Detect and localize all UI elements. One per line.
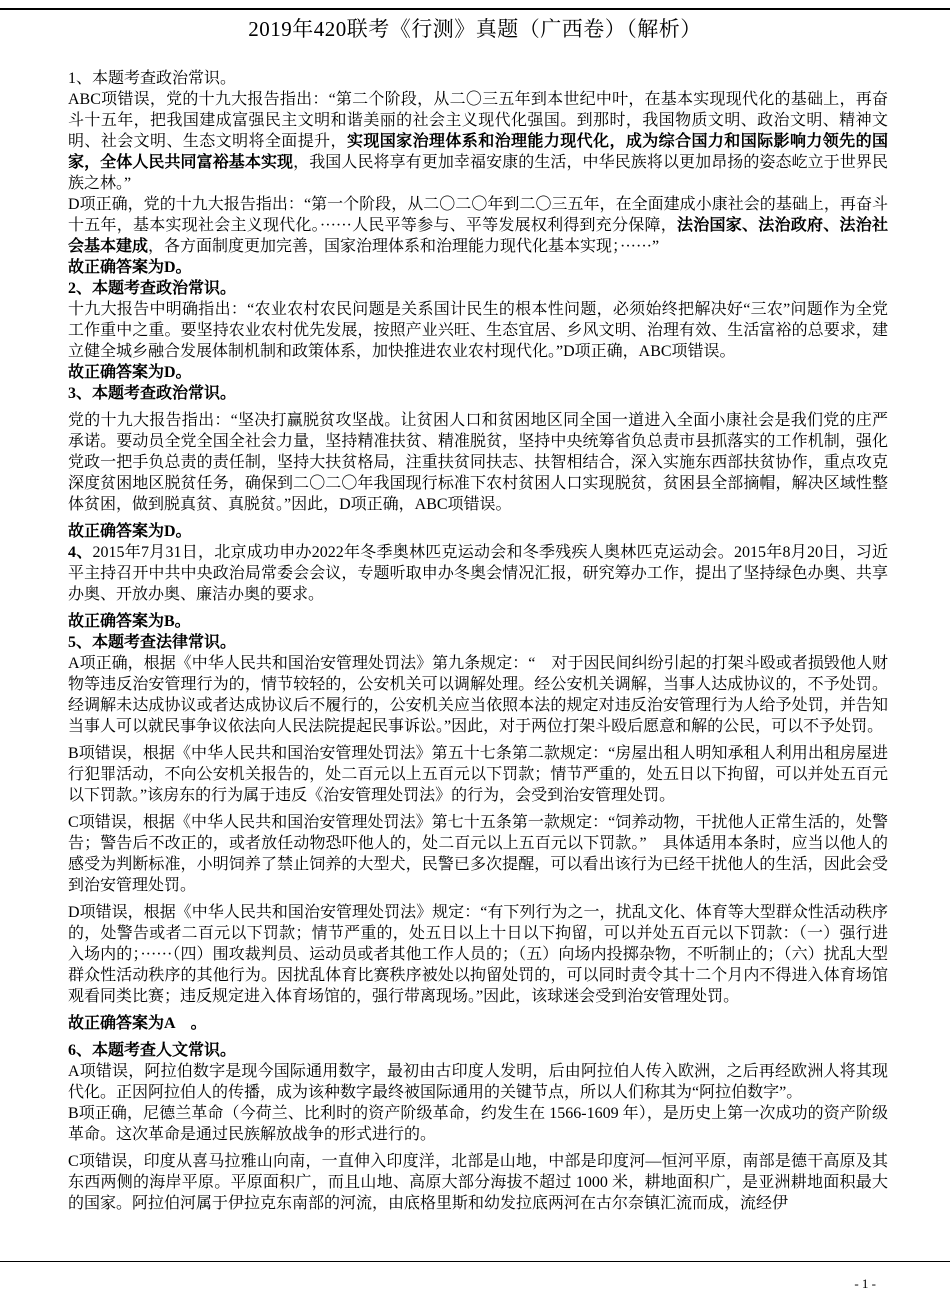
text-run: A项错误，阿拉伯数字是现今国际通用数字，最初由古印度人发明，后由阿拉伯人传入欧洲，之后再经欧洲人将其现代化。正因阿拉伯人的传播，成为该种数字最终被国际通用的关键节点，所以人们称其为“阿拉伯数字”。: [68, 1063, 888, 1101]
text-run: B项正确，尼德兰革命（今荷兰、比利时的资产阶级革命，约发生在 1566-1609 年），是历史上第一次成功的资产阶级革命。这次革命是通过民族解放战争的形式进行的。: [68, 1105, 888, 1143]
emphasis-text-run: 4、: [68, 544, 93, 561]
paragraph: [68, 362, 888, 383]
emphasis-text-run: 5、本题考查法律常识。: [68, 634, 237, 651]
page-number: - 1 -: [854, 1276, 876, 1291]
paragraph: [68, 410, 888, 515]
document-title: 2019年420联考《行测》真题（广西卷）（解析）: [248, 17, 702, 41]
emphasis-text-run: 故正确答案为D。: [68, 523, 192, 540]
text-run: ABC项错误，党的十九大报告指出：“第二个阶段，从二〇三五年到本世纪中叶，在基本实现现代化的基础上，再奋斗十五年，把我国建成富强民主文明和谐美丽的社会主义现代化强国。到那时，我国物质文明、政治文明、精神文明、社会文明、生态文明将全面提升，: [68, 91, 888, 150]
emphasis-text-run: 2、本题考查政治常识。: [68, 280, 237, 297]
paragraph: [68, 1151, 888, 1214]
emphasis-text-run: 6、本题考查人文常识。: [68, 1042, 237, 1059]
emphasis-text-run: 故正确答案为D。: [68, 364, 192, 381]
text-run: ，我国人民将享有更加幸福安康的生活，中华民族将以更加昂扬的姿态屹立于世界民族之林。”: [68, 154, 888, 192]
paragraph: [68, 383, 888, 404]
paragraph: [68, 521, 888, 542]
emphasis-text-run: 实现国家治理体系和治理能力现代化，成为综合国力和国际影响力领先的国家，全体人民共同富裕基本实现: [68, 133, 888, 171]
emphasis-text-run: 故正确答案为B。: [68, 613, 191, 630]
emphasis-text-run: 法治国家、法治政府、法治社会基本建成: [68, 217, 888, 255]
paragraph: [68, 611, 888, 632]
paragraph: [68, 542, 888, 605]
document-body: [68, 68, 888, 1214]
paragraph: [68, 812, 888, 896]
emphasis-text-run: 故正确答案为D。: [68, 259, 192, 276]
emphasis-text-run: 故正确答案为A 。: [68, 1015, 207, 1032]
paragraph: [68, 194, 888, 257]
paragraph: [68, 632, 888, 653]
paragraph: [68, 902, 888, 1007]
emphasis-text-run: 3、本题考查政治常识。: [68, 385, 237, 402]
paragraph: [68, 1103, 888, 1145]
text-run: A项正确，根据《中华人民共和国治安管理处罚法》第九条规定：“ 对于因民间纠纷引起的打架斗殴或者损毁他人财物等违反治安管理行为的，情节较轻的，公安机关可以调解处理。经公安机关调解，当事人达成协议的，不予处罚。经调解未达成协议或者达成协议后不履行的，公安机关应当依照本法的规定对违反治安管理行为人给予处罚，并告知当事人可以就民事争议依法向人民法院提起民事诉讼。”因此，对于两位打架斗殴后愿意和解的公民，可以不予处罚。: [68, 655, 888, 735]
paragraph: [68, 68, 888, 89]
paragraph: [68, 1013, 888, 1034]
text-run: C项错误，根据《中华人民共和国治安管理处罚法》第七十五条第一款规定：“饲养动物，干扰他人正常生活的，处警告；警告后不改正的，或者放任动物恐吓他人的，处二百元以上五百元以下罚款。” 具体适用本条时，应当以他人的感受为判断标准，小明饲养了禁止饲养的大型犬，民警已多次提醒，可以看出该行为已经干扰他人的生活，因此会受到治安管理处罚。: [68, 814, 888, 894]
paragraph: [68, 1061, 888, 1103]
text-run: D项错误，根据《中华人民共和国治安管理处罚法》规定：“有下列行为之一，扰乱文化、体育等大型群众性活动秩序的，处警告或者二百元以下罚款；情节严重的，处五日以上十日以下拘留，可以并处五百元以下罚款：（一）强行进入场内的；······（四）围攻裁判员、运动员或者其他工作人员的；（五）向场内投掷杂物，不听制止的；（六）扰乱大型群众性活动秩序的其他行为。因扰乱体育比赛秩序被处以拘留处罚的，可以同时责令其十二个月内不得进入体育场馆观看同类比赛；违反规定进入体育场馆的，强行带离现场。”因此，该球迷会受到治安管理处罚。: [68, 904, 888, 1005]
text-run: B项错误，根据《中华人民共和国治安管理处罚法》第五十七条第二款规定：“房屋出租人明知承租人利用出租房屋进行犯罪活动，不向公安机关报告的，处二百元以上五百元以下罚款；情节严重的，处五日以下拘留，可以并处五百元以下罚款。”该房东的行为属于违反《治安管理处罚法》的行为，会受到治安管理处罚。: [68, 745, 888, 804]
text-run: C项错误，印度从喜马拉雅山向南，一直伸入印度洋，北部是山地，中部是印度河—恒河平原，南部是德干高原及其东西两侧的海岸平原。平原面积广，而且山地、高原大部分海拔不超过 1000 米，耕地面积广，是亚洲耕地面积最大的国家。阿拉伯河属于伊拉克东南部的河流，由底格里斯和幼发拉底两河在古尔奈镇汇流而成，流经伊: [68, 1153, 888, 1212]
paragraph: [68, 278, 888, 299]
paragraph: [68, 299, 888, 362]
text-run: D项正确，党的十九大报告指出：“第一个阶段，从二〇二〇年到二〇三五年，在全面建成小康社会的基础上，再奋斗十五年，基本实现社会主义现代化。······人民平等参与、平等发展权利得到充分保障，: [68, 196, 888, 234]
text-run: 2015年7月31日，北京成功申办2022年冬季奥林匹克运动会和冬季残疾人奥林匹克运动会。2015年8月20日，习近平主持召开中共中央政治局常委会会议，专题听取申办冬奥会情况汇报，研究筹办工作，提出了坚持绿色办奥、共享办奥、开放办奥、廉洁办奥的要求。: [68, 544, 888, 603]
paragraph: [68, 1040, 888, 1061]
header-rule: [0, 8, 950, 10]
text-run: 十九大报告中明确指出：“农业农村农民问题是关系国计民生的根本性问题，必须始终把解决好“三农”问题作为全党工作重中之重。要坚持农业农村优先发展，按照产业兴旺、生态宜居、乡风文明、治理有效、生活富裕的总要求，建立健全城乡融合发展体制机制和政策体系，加快推进农业农村现代化。”D项正确，ABC项错误。: [68, 301, 888, 360]
footer-rule: [0, 1261, 950, 1262]
text-run: 党的十九大报告指出：“坚决打赢脱贫攻坚战。让贫困人口和贫困地区同全国一道进入全面小康社会是我们党的庄严承诺。要动员全党全国全社会力量，坚持精准扶贫、精准脱贫，坚持中央统筹省负总责市县抓落实的工作机制，强化党政一把手负总责的责任制，坚持大扶贫格局，注重扶贫同扶志、扶智相结合，深入实施东西部扶贫协作，重点攻克深度贫困地区脱贫任务，确保到二〇二〇年我国现行标准下农村贫困人口实现脱贫，贫困县全部摘帽，解决区域性整体贫困，做到脱真贫、真脱贫。”因此，D项正确，ABC项错误。: [68, 412, 888, 513]
text-run: 1、本题考查政治常识。: [68, 70, 237, 87]
text-run: ，各方面制度更加完善，国家治理体系和治理能力现代化基本实现；······”: [148, 238, 660, 255]
paragraph: [68, 653, 888, 737]
paragraph: [68, 89, 888, 194]
paragraph: [68, 743, 888, 806]
paragraph: [68, 257, 888, 278]
